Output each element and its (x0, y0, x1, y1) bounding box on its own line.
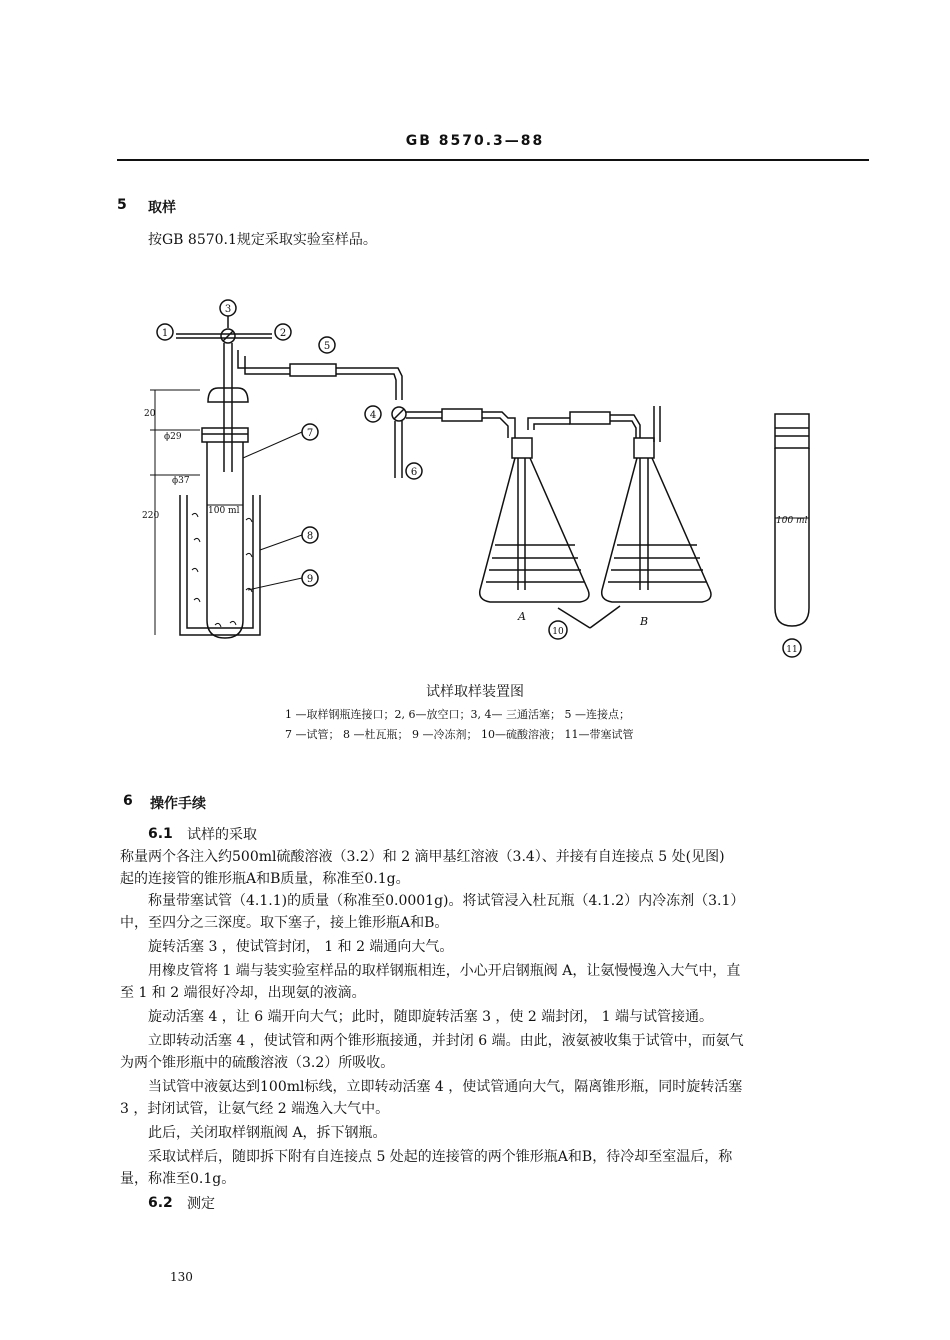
callout-5-label: 5 (323, 341, 331, 352)
callout-1-label: 1 (161, 328, 169, 339)
callout-9-label: 9 (306, 574, 314, 585)
section-6-number: 6 (123, 793, 133, 809)
flask-a (480, 458, 589, 602)
para-line-8: 旋动活塞 4 ，让 6 端开向大气；此时，随即旋转活塞 3 ，使 2 端封闭， 1 端与试管接通。 (148, 1009, 714, 1025)
sample-tube-7 (207, 442, 243, 638)
tube-mark-100ml: 100 ml (208, 506, 240, 516)
dewar-8 (180, 495, 260, 635)
section-6-2-number: 6.2 (148, 1195, 173, 1211)
para-line-15: 量，称准至0.1g。 (120, 1171, 236, 1187)
para-line-13: 此后，关闭取样钢瓶阀 A，拆下钢瓶。 (148, 1125, 387, 1141)
section-6-2-title: 测定 (187, 1196, 215, 1212)
para-line-12: 3 ，封闭试管，让氨气经 2 端逸入大气中。 (120, 1101, 390, 1117)
section-6-title: 操作手续 (150, 796, 206, 812)
figure-legend-line-1: 1 —取样钢瓶连接口；2, 6—放空口；3, 4— 三通活塞； 5 —连接点； (285, 708, 630, 721)
stoppered-tube-11 (775, 448, 809, 626)
stopper-b (634, 438, 654, 458)
flask-a-label: A (518, 610, 526, 623)
figure-legend-line-2: 7 —试管； 8 —杜瓦瓶； 9 —冷冻剂； 10—硫酸溶液； 11—带塞试管 (285, 728, 634, 741)
para-line-3: 称量带塞试管（4.1.1)的质量（称准至0.0001g)。将试管浸入杜瓦瓶（4.1.2）内冷冻剂（3.1） (148, 893, 745, 909)
dim-20: 20 (144, 409, 156, 419)
para-line-11: 当试管中液氨达到100ml标线，立即转动活塞 4 ，使试管通向大气，隔离锥形瓶，同时旋转活塞 (148, 1079, 743, 1095)
para-line-6: 用橡皮管将 1 端与装实验室样品的取样钢瓶相连，小心开启钢瓶阀 A，让氨慢慢逸入大气中，直 (148, 963, 741, 979)
flask-b-label: B (640, 615, 649, 628)
section-5-text: 按GB 8570.1规定采取实验室样品。 (148, 232, 377, 248)
dim-220: 220 (142, 511, 160, 521)
section-5-title: 取样 (148, 200, 176, 216)
dim-d37: ϕ37 (172, 476, 190, 486)
tube-neck (202, 428, 248, 442)
connector-b (570, 412, 610, 424)
callout-4-label: 4 (369, 410, 377, 421)
callout-7-label: 7 (306, 428, 314, 439)
figure-caption: 试样取样装置图 (426, 684, 524, 700)
sampling-apparatus-figure (120, 290, 840, 665)
para-line-1: 称量两个各注入约500ml硫酸溶液（3.2）和 2 滴甲基红溶液（3.4）、并接有自连接点 5 处(见图) (120, 849, 725, 865)
callout-2-label: 2 (279, 328, 287, 339)
tube-11-mark: 100 ml (776, 516, 808, 526)
stopper-11 (775, 414, 809, 448)
para-line-10: 为两个锥形瓶中的硫酸溶液（3.2）所吸收。 (120, 1055, 395, 1071)
section-6-1-title: 试样的采取 (187, 827, 257, 843)
para-line-4: 中，至四分之三深度。取下塞子，接上锥形瓶A和B。 (120, 915, 449, 931)
para-line-5: 旋转活塞 3 ，使试管封闭， 1 和 2 端通向大气。 (148, 939, 454, 955)
callout-10-label: 10 (552, 627, 564, 637)
header-rule (117, 159, 869, 161)
section-6-1-number: 6.1 (148, 826, 173, 842)
standard-code: GB 8570.3—88 (405, 133, 545, 149)
flask-b (602, 458, 711, 602)
page-number: 130 (170, 1270, 193, 1284)
para-line-9: 立即转动活塞 4 ，使试管和两个锥形瓶接通，并封闭 6 端。由此，液氨被收集于试管中，而氨气 (148, 1033, 744, 1049)
callout-8-label: 8 (306, 531, 314, 542)
section-5-number: 5 (117, 197, 127, 213)
para-line-2: 起的连接管的锥形瓶A和B质量，称准至0.1g。 (120, 871, 410, 887)
para-line-14: 采取试样后，随即拆下附有自连接点 5 处起的连接管的两个锥形瓶A和B，待冷却至室温后，称 (148, 1149, 733, 1165)
connector-a (442, 409, 482, 421)
connector-5 (290, 364, 336, 376)
callout-6-label: 6 (410, 467, 418, 478)
dim-d29: ϕ29 (164, 432, 182, 442)
callout-11-label: 11 (786, 645, 798, 655)
para-line-7: 至 1 和 2 端很好冷却，出现氨的液滴。 (120, 985, 366, 1001)
callout-3-label: 3 (224, 304, 232, 315)
stopper-a (512, 438, 532, 458)
